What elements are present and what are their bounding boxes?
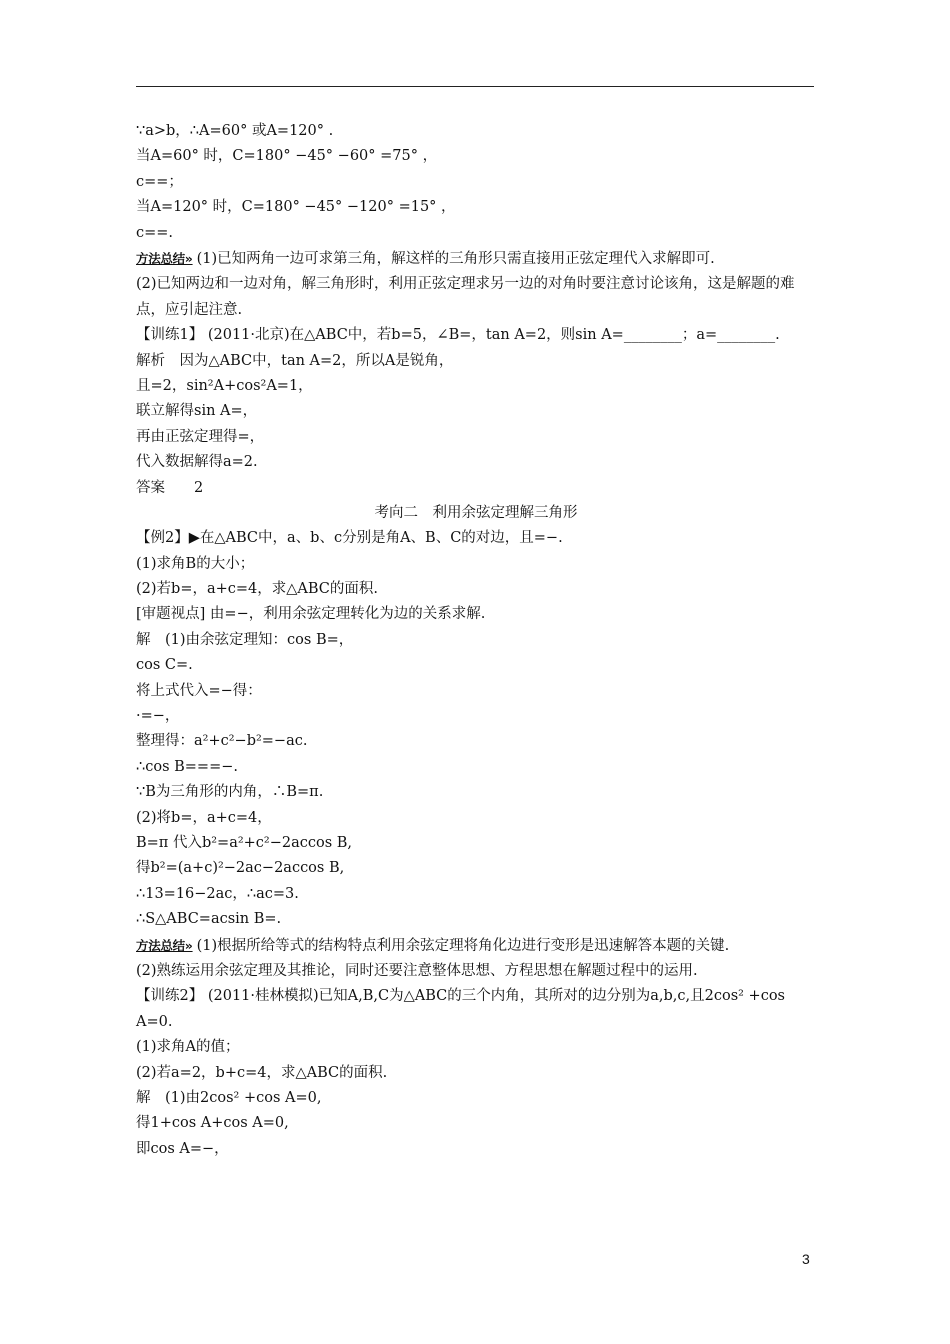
example-line: cos C=.: [136, 657, 193, 674]
method-summary-1: [136, 246, 816, 272]
training-1-question: 【训练1】 (2011·北京)在△ABC中，若b=5，∠B=，tan A=2，则sin A=________；a=________.: [136, 327, 780, 344]
solution-line: 解析 因为△ABC中，tan A=2，所以A是锐角，: [136, 352, 454, 369]
method-summary-tag: 方法总结»: [136, 937, 193, 953]
text-line: c==；: [136, 173, 183, 190]
section-title: 考向二 利用余弦定理解三角形: [374, 504, 578, 521]
training-2-question: 【训练2】 (2011·桂林模拟)已知A,B,C为△ABC的三个内角，其所对的边分别为a,b,c,且2cos² +cos A=0.: [136, 988, 785, 1030]
example-line: ∴cos B===−.: [136, 758, 238, 775]
example-line: [审题视点] 由=−，利用余弦定理转化为边的关系求解.: [136, 606, 486, 623]
example-line: ·=−，: [136, 708, 180, 725]
summary-text: (1)已知两角一边可求第三角，解这样的三角形只需直接用正弦定理代入求解即可.: [196, 250, 715, 267]
training-line: 得1+cos A+cos A=0,: [136, 1115, 289, 1132]
text-line: 当A=60° 时，C=180° −45° −60° =75° ，: [136, 148, 438, 165]
header-rule: [136, 86, 814, 87]
answer-line: 答案 2: [136, 479, 204, 496]
summary-text: (2)已知两边和一边对角，解三角形时，利用正弦定理求另一边的对角时要注意讨论该角，这是解题的难点，应引起注意.: [136, 276, 795, 318]
method-summary-tag: 方法总结»: [136, 250, 193, 266]
text-line: ∵a>b，∴A=60° 或A=120° .: [136, 123, 334, 139]
example-line: 【例2】▶在△ABC中，a、b、c分别是角A、B、C的对边，且=−.: [136, 530, 563, 547]
training-line: 即cos A=−，: [136, 1140, 229, 1157]
solution-line: 代入数据解得a=2.: [136, 454, 258, 471]
text-line: c==.: [136, 224, 174, 241]
solution-line: 联立解得sin A=，: [136, 403, 258, 420]
example-line: 将上式代入=−得：: [136, 682, 262, 699]
solution-line: 再由正弦定理得=，: [136, 428, 265, 445]
solution-line: 且=2，sin²A+cos²A=1，: [136, 377, 313, 394]
example-line: ∵B为三角形的内角，∴B=π.: [136, 784, 324, 801]
example-line: 得b²=(a+c)²−2ac−2accos B,: [136, 860, 345, 877]
training-line: (2)若a=2，b+c=4，求△ABC的面积.: [136, 1064, 388, 1081]
example-line: (2)若b=，a+c=4，求△ABC的面积.: [136, 581, 379, 598]
summary-text: (1)根据所给等式的结构特点利用余弦定理将角化边进行变形是迅速解答本题的关键.: [196, 937, 730, 954]
page-number: 3: [802, 1251, 810, 1267]
page-body: [136, 119, 816, 1162]
example-line: 解 (1)由余弦定理知：cos B=，: [136, 631, 354, 648]
text-line: 当A=120° 时，C=180° −45° −120° =15° ，: [136, 199, 456, 216]
training-line: (1)求角A的值；: [136, 1039, 240, 1056]
training-line: 解 (1)由2cos² +cos A=0,: [136, 1089, 322, 1106]
example-line: (2)将b=，a+c=4，: [136, 809, 272, 826]
method-summary-2: [136, 933, 816, 959]
example-line: (1)求角B的大小；: [136, 555, 255, 572]
example-line: B=π 代入b²=a²+c²−2accos B,: [136, 835, 353, 851]
example-line: ∴S△ABC=acsin B=.: [136, 911, 282, 928]
example-line: 整理得：a²+c²−b²=−ac.: [136, 733, 308, 750]
summary-text: (2)熟练运用余弦定理及其推论，同时还要注意整体思想、方程思想在解题过程中的运用.: [136, 962, 698, 979]
example-line: ∴13=16−2ac，∴ac=3.: [136, 885, 299, 902]
